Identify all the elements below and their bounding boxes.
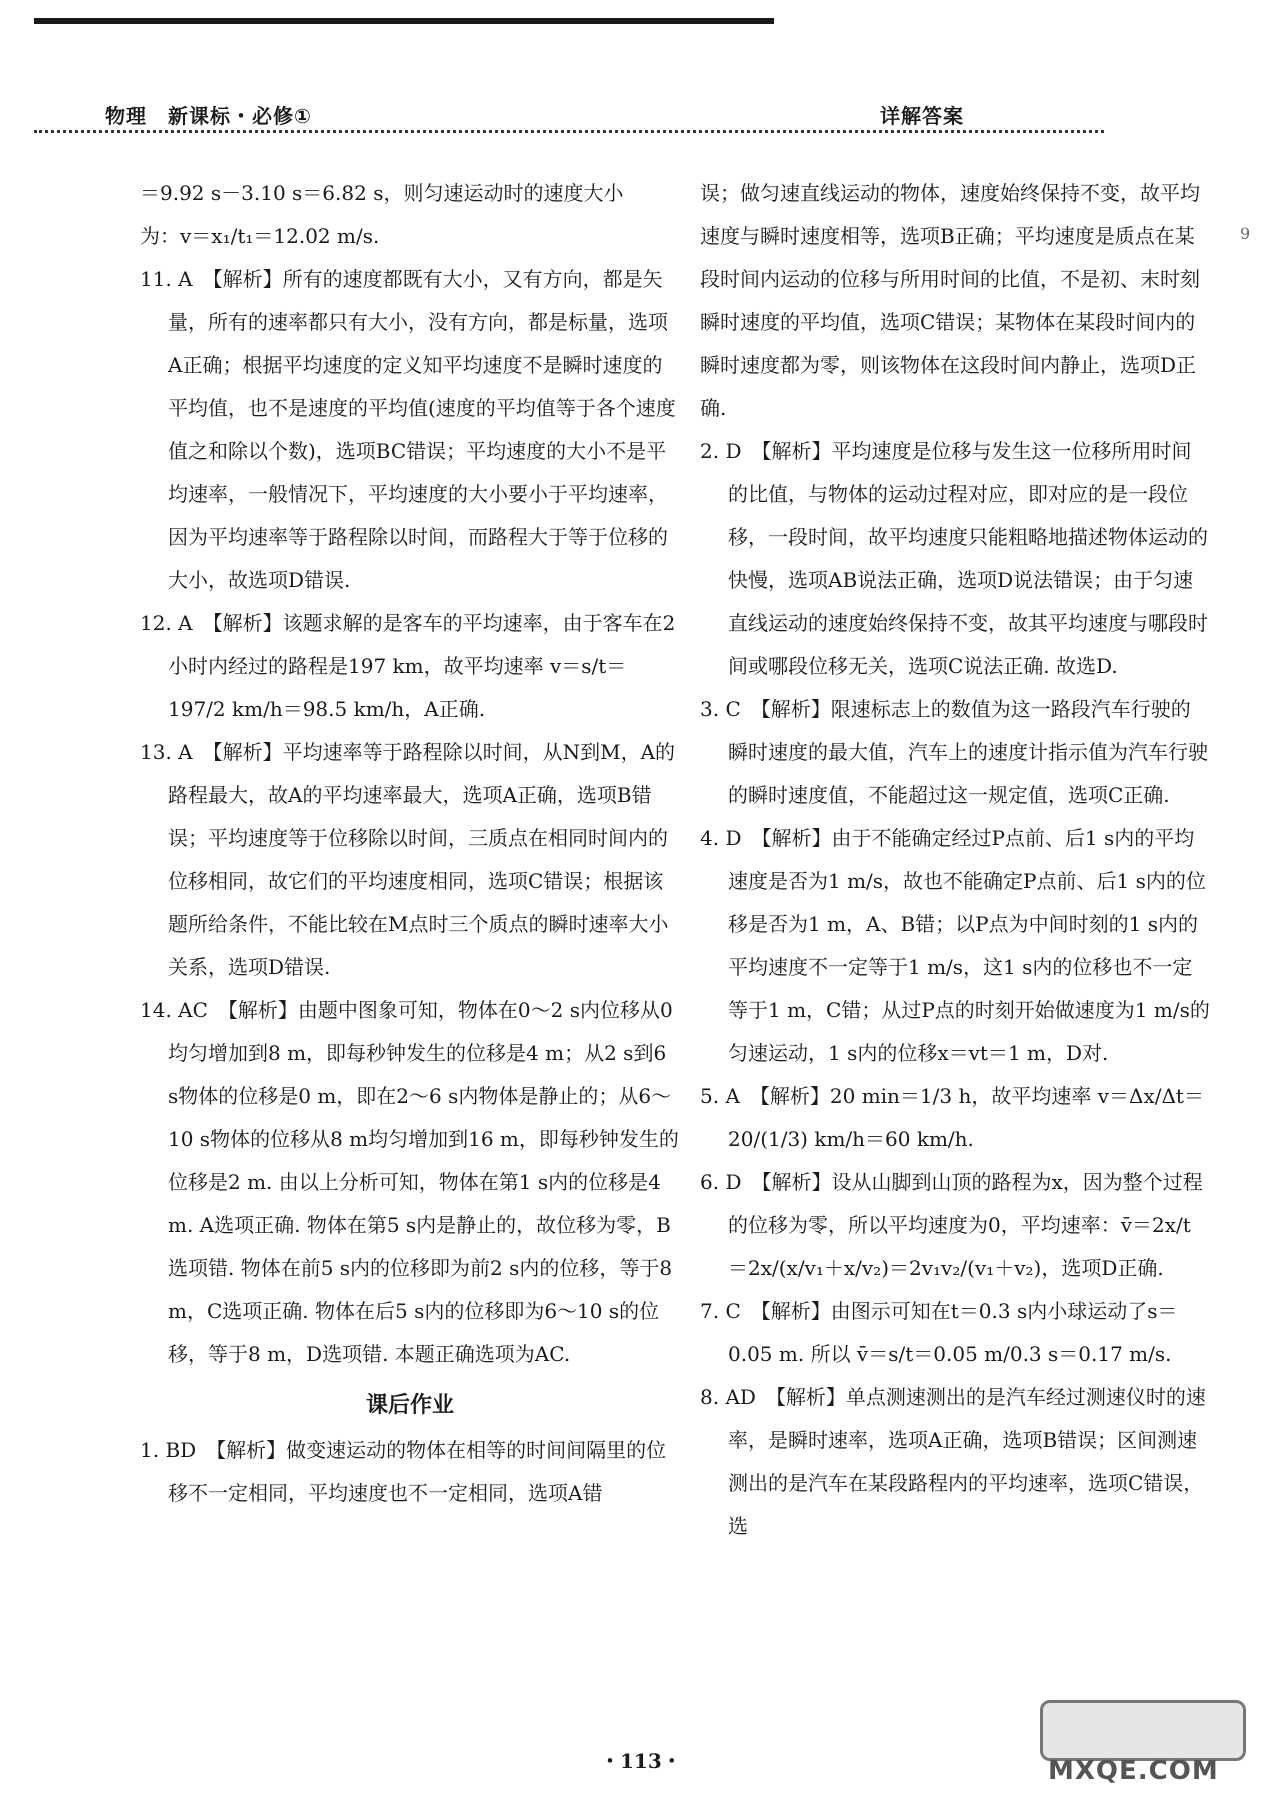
section-title: 课后作业 (365, 1393, 454, 1418)
answer-paragraph: 13. A 【解析】平均速率等于路程除以时间，从N到M，A的路程最大，故A的平均速率最大，选项A正确，选项B错误；平均速度等于位移除以时间，三质点在相同时间内的位移相同，故它们的平均速度相同，选项C错误；根据该题所给条件，不能比较在M点时三个质点的瞬时速率大小关系，选项D错误. (140, 740, 676, 979)
answer-paragraph: 5. A 【解析】20 min＝1/3 h，故平均速率 v＝Δx/Δt＝20/(1/3) km/h＝60 km/h. (700, 1084, 1204, 1151)
answer-paragraph: 11. A 【解析】所有的速度都既有大小，又有方向，都是矢量，所有的速率都只有大小，没有方向，都是标量，选项A正确；根据平均速度的定义知平均速度不是瞬时速度的平均值，也不是速度的平均值(速度的平均值等于各个速度值之和除以个数)，选项BC错误；平均速度的大小不是平均速率，一般情况下，平均速度的大小要小于平均速率，因为平均速率等于路程除以时间，而路程大于等于位移的大小，故选项D错误. (140, 267, 676, 592)
answer-paragraph: 8. AD 【解析】单点测速测出的是汽车经过测速仪时的速率，是瞬时速率，选项A正确，选项B错误；区间测速测出的是汽车在某段路程内的平均速率，选项C错误，选 (700, 1385, 1206, 1538)
watermark-site: MXQE.COM (1048, 1756, 1219, 1786)
watermark-logo (1040, 1700, 1255, 1795)
top-rule (34, 18, 774, 24)
answer-paragraph: 6. D 【解析】设从山脚到山顶的路程为x，因为整个过程的位移为零，所以平均速度为0，平均速率：v̄＝2x/t＝2x/(x/v₁＋x/v₂)＝2v₁v₂/(v₁＋v₂)，选项D正确. (700, 1170, 1203, 1280)
answer-paragraph: 3. C 【解析】限速标志上的数值为这一路段汽车行驶的瞬时速度的最大值，汽车上的速度计指示值为汽车行驶的瞬时速度值，不能超过这一规定值，选项C正确. (700, 697, 1208, 807)
answer-paragraph: 2. D 【解析】平均速度是位移与发生这一位移所用时间的比值，与物体的运动过程对应，即对应的是一段位移，一段时间，故平均速度只能粗略地描述物体运动的快慢，选项AB说法正确，选项D说法错误；由于匀速直线运动的速度始终保持不变，故其平均速度与哪段时间或哪段位移无关，选项C说法正确. 故选D. (700, 439, 1208, 678)
left-after-section-list (140, 1429, 680, 1515)
answer-paragraph: 7. C 【解析】由图示可知在t＝0.3 s内小球运动了s＝0.05 m. 所以 v̄＝s/t＝0.05 m/0.3 s＝0.17 m/s. (700, 1299, 1178, 1366)
right-column (700, 172, 1210, 1548)
left-answer-list (140, 172, 680, 1376)
page-header (105, 100, 1075, 130)
page-number: ・113・ (600, 1749, 682, 1773)
watermark-logo-box (1040, 1700, 1246, 1761)
answer-paragraph: ＝9.92 s－3.10 s＝6.82 s，则匀速运动时的速度大小 (140, 181, 624, 205)
header-subject: 物理 新课标・必修① (105, 104, 312, 128)
left-column (140, 172, 680, 1515)
answer-paragraph: 12. A 【解析】该题求解的是客车的平均速率，由于客车在2小时内经过的路程是197 km，故平均速率 v＝s/t＝197/2 km/h＝98.5 km/h，A正确. (140, 611, 676, 721)
answer-paragraph: 误；做匀速直线运动的物体，速度始终保持不变，故平均速度与瞬时速度相等，选项B正确；平均速度是质点在某段时间内运动的位移与所用时间的比值，不是初、末时刻瞬时速度的平均值，选项C错误；某物体在某段时间内的瞬时速度都为零，则该物体在这段时间内静止，选项D正确. (700, 181, 1200, 420)
edge-mark: 9 (1240, 224, 1251, 243)
header-answers: 详解答案 (880, 104, 964, 128)
answer-paragraph: 1. BD 【解析】做变速运动的物体在相等的时间间隔里的位移不一定相同，平均速度也不一定相同，选项A错 (140, 1438, 667, 1505)
right-answer-list (700, 172, 1210, 1548)
answer-paragraph: 为：v＝x₁/t₁＝12.02 m/s. (140, 224, 380, 248)
answer-paragraph: 4. D 【解析】由于不能确定经过P点前、后1 s内的平均速度是否为1 m/s，故也不能确定P点前、后1 s内的位移是否为1 m，A、B错；以P点为中间时刻的1 s内的平均速度不一定等于1 m/s，这1 s内的位移也不一定等于1 m，C错；从过P点的时刻开始做速度为1 m/s的匀速运动，1 s内的位移x＝vt＝1 m，D对. (700, 826, 1210, 1065)
header-dotted-rule (34, 130, 1104, 133)
answer-paragraph: 14. AC 【解析】由题中图象可知，物体在0～2 s内位移从0均匀增加到8 m，即每秒钟发生的位移是4 m；从2 s到6 s物体的位移是0 m，即在2～6 s内物体是静止的；从6～10 s物体的位移从8 m均匀增加到16 m，即每秒钟发生的位移是2 m. 由以上分析可知，物体在第1 s内的位移是4 m. A选项正确. 物体在第5 s内是静止的，故位移为零，B选项错. 物体在前5 s内的位移即为前2 s内的位移，等于8 m，C选项正确. 物体在后5 s内的位移即为6～10 s的位移，等于8 m，D选项错. 本题正确选项为AC. (140, 998, 679, 1366)
